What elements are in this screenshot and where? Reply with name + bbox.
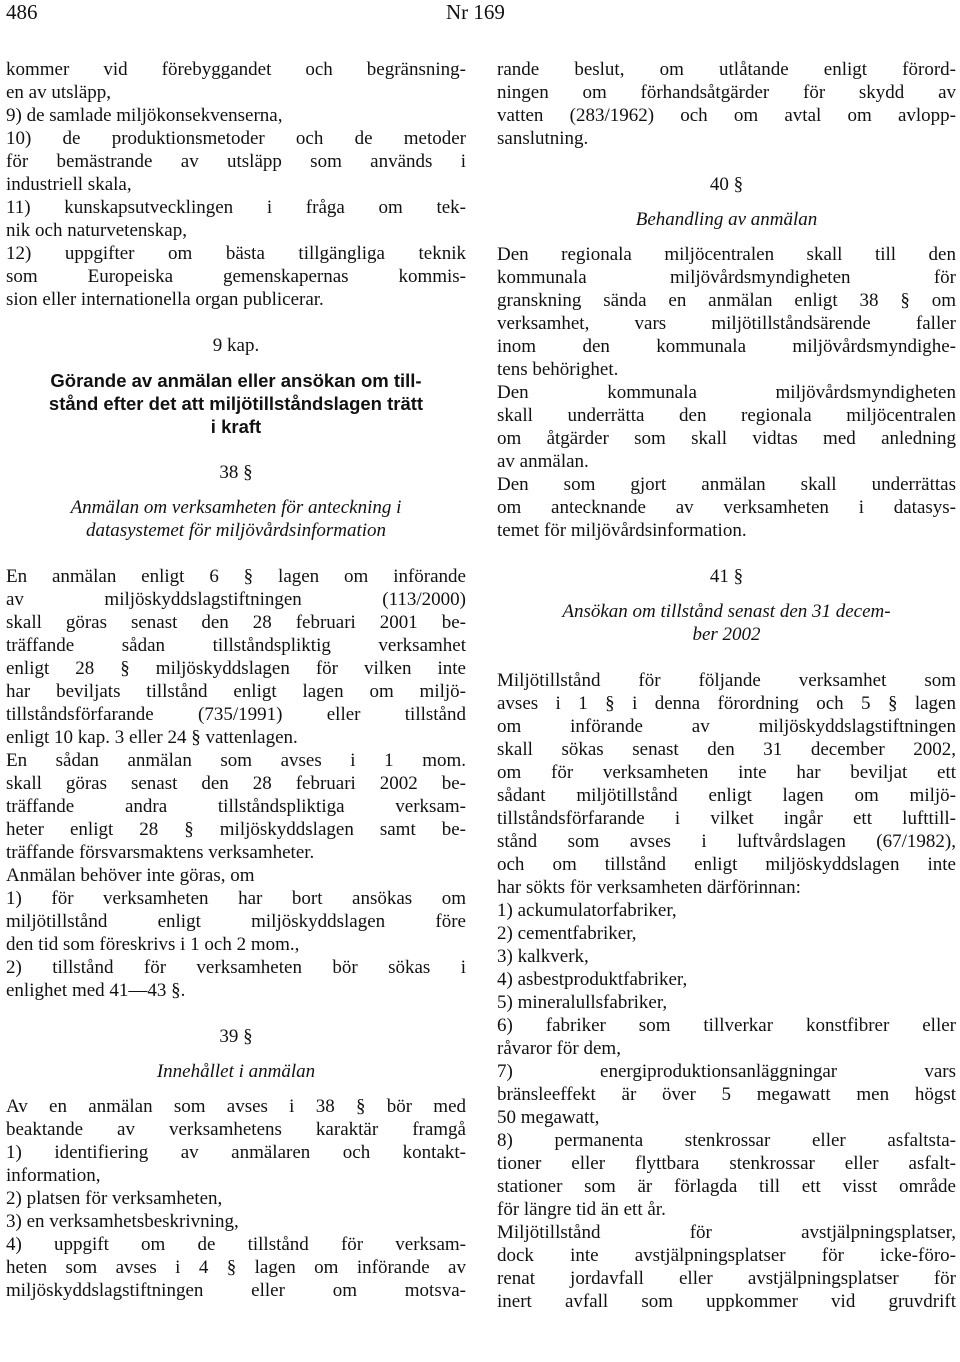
text-line: Innehållet i anmälan (156, 1061, 316, 1082)
text-line: vatten (283/1962) och om avtal om avlopp- (497, 105, 956, 126)
text-line: 12) uppgifter om bästa tillgängliga teknik (6, 243, 466, 264)
text-line: 7) energiproduktionsanläggningar vars (497, 1061, 956, 1082)
text-line: 6) fabriker som tillverkar konstfibrer eller (497, 1015, 956, 1036)
text-line: 3) kalkverk, (497, 946, 589, 967)
page-header (6, 0, 954, 30)
spacer (497, 588, 956, 600)
text-line: temet för miljövårdsinformation. (497, 520, 747, 541)
text-line: ningen om förhandsåtgärder för skydd av (497, 82, 956, 103)
text-line: inom den kommunala miljövårdsmyndighe- (497, 336, 956, 357)
text-line: 38 § (219, 462, 253, 483)
text-line: i kraft (210, 416, 262, 437)
text-line: 4) asbestproduktfabriker, (497, 969, 688, 990)
text-line: om införande av miljöskyddslagstiftningen (497, 716, 956, 737)
text-line: 41 § (709, 566, 744, 587)
text-line: stånd som avses i luftvårdslagen (67/1982), (497, 831, 956, 852)
text-line: 11) kunskapsutvecklingen i fråga om tek- (6, 197, 466, 218)
spacer (497, 646, 956, 669)
text-line: Görande av anmälan eller ansökan om till- (50, 370, 422, 391)
spacer (6, 542, 466, 565)
text-line: miljöskyddslagstiftningen eller om motsva- (6, 1280, 466, 1301)
text-line: Miljötillstånd för följande verksamhet som (497, 670, 956, 691)
text-line: och om tillstånd enligt miljöskyddslagen inte (497, 854, 956, 875)
text-line: Den regionala miljöcentralen skall till den (497, 244, 956, 265)
text-line: nik och naturvetenskap, (6, 220, 187, 241)
text-line: 1) identifiering av anmälaren och kontakt- (6, 1142, 466, 1163)
text-line: 9) de samlade miljökonsekvenserna, (6, 105, 283, 126)
spacer (6, 357, 466, 369)
text-line: En anmälan enligt 6 § lagen om införande (6, 566, 466, 587)
text-line: heter enligt 28 § miljöskyddslagen samt be- (6, 819, 466, 840)
text-line: datasystemet för miljövårdsinformation (85, 520, 387, 541)
text-line: kommunala miljövårdsmyndigheten för (497, 267, 956, 288)
text-line: för längre tid än ett år. (497, 1199, 666, 1220)
text-line: råvaror för dem, (497, 1038, 621, 1059)
text-line: 2) cementfabriker, (497, 923, 637, 944)
text-line: tens behörighet. (497, 359, 619, 380)
text-line: träffande försvarsmaktens verksamheter. (6, 842, 315, 863)
text-line: tillståndsförfarande (735/1991) eller tillstånd (6, 704, 466, 725)
text-line: 1) ackumulatorfabriker, (497, 900, 677, 921)
text-line: stationer som är förlagda till ett visst område (497, 1176, 956, 1197)
text-line: 2) platsen för verksamheten, (6, 1188, 223, 1209)
text-line: den tid som föreskrivs i 1 och 2 mom., (6, 934, 300, 955)
text-line: verksamhet, vars miljötillståndsärende faller (497, 313, 956, 334)
text-line: 40 § (709, 174, 744, 195)
text-line: dock inte avstjälpningsplatser för icke-föro- (497, 1245, 956, 1266)
text-line: har sökts för verksamheten därförinnan: (497, 877, 801, 898)
spacer (497, 542, 956, 565)
text-line: 50 megawatt, (497, 1107, 600, 1128)
text-line: 9 kap. (212, 335, 260, 356)
text-line: har beviljats tillstånd enligt lagen om miljö- (6, 681, 466, 702)
text-line: inert avfall som uppkommer vid gruvdrift (497, 1291, 956, 1312)
text-line: träffande andra tillståndspliktiga verksam- (6, 796, 466, 817)
text-line: avses i 1 § i denna förordning och 5 § lagen (497, 693, 956, 714)
text-line: Anmälan om verksamheten för anteckning i (70, 497, 402, 518)
text-line: rande beslut, om utlåtande enligt förord- (497, 59, 956, 80)
text-line: Anmälan behöver inte göras, om (6, 865, 255, 886)
text-line: skall sökas senast den 31 december 2002, (497, 739, 956, 760)
text-line: skall göras senast den 28 februari 2002 be- (6, 773, 466, 794)
text-line: träffande sådan tillståndspliktig verksamhet (6, 635, 466, 656)
text-line: ber 2002 (692, 624, 761, 645)
text-line: heten som avses i 4 § lagen om införande av (6, 1257, 466, 1278)
text-line: 3) en verksamhetsbeskrivning, (6, 1211, 239, 1232)
left-text-column (6, 58, 466, 1302)
text-line: beaktande av verksamhetens karaktär framgå (6, 1119, 466, 1140)
text-line: om åtgärder som skall vidtas med anledning (497, 428, 956, 449)
spacer (6, 484, 466, 496)
text-line: enligt 10 kap. 3 eller 24 § vattenlagen. (6, 727, 298, 748)
page-number: 486 (6, 0, 38, 24)
text-line: av anmälan. (497, 451, 589, 472)
spacer (6, 1083, 466, 1095)
text-line: 2) tillstånd för verksamheten bör sökas i (6, 957, 466, 978)
issue-number: Nr 169 (446, 0, 505, 24)
text-line: skall underrätta den regionala miljöcentralen (497, 405, 956, 426)
spacer (497, 150, 956, 173)
text-line: Den som gjort anmälan skall underrättas (497, 474, 956, 495)
text-line: enligt 28 § miljöskyddslagen för vilken inte (6, 658, 466, 679)
text-line: information, (6, 1165, 101, 1186)
text-line: om antecknande av verksamheten i datasys- (497, 497, 956, 518)
text-line: Ansökan om tillstånd senast den 31 decem- (562, 601, 891, 622)
text-line: som Europeiska gemenskapernas kommis- (6, 266, 466, 287)
text-line: industriell skala, (6, 174, 132, 195)
text-line: enlighet med 41—43 §. (6, 980, 186, 1001)
text-line: Miljötillstånd för avstjälpningsplatser, (497, 1222, 956, 1243)
text-line: av miljöskyddslagstiftningen (113/2000) (6, 589, 466, 610)
text-line: 1) för verksamheten har bort ansökas om (6, 888, 466, 909)
spacer (497, 231, 956, 243)
text-line: sådant miljötillstånd enligt lagen om miljö- (497, 785, 956, 806)
text-line: Den kommunala miljövårdsmyndigheten (497, 382, 956, 403)
spacer (6, 438, 466, 461)
text-line: renat jordavfall eller avstjälpningsplatser för (497, 1268, 956, 1289)
text-line: skall göras senast den 28 februari 2001 be- (6, 612, 466, 633)
text-line: 4) uppgift om de tillstånd för verksam- (6, 1234, 466, 1255)
text-line: 5) mineralullsfabriker, (497, 992, 668, 1013)
text-line: tioner eller flyttbara stenkrossar eller asfalt- (497, 1153, 956, 1174)
text-line: Av en anmälan som avses i 38 § bör med (6, 1096, 466, 1117)
text-line: en av utsläpp, (6, 82, 112, 103)
spacer (6, 1048, 466, 1060)
text-line: för bemästrande av utsläpp som används i (6, 151, 466, 172)
text-line: bränsleeffekt är över 5 megawatt men högst (497, 1084, 956, 1105)
text-line: En sådan anmälan som avses i 1 mom. (6, 750, 466, 771)
text-line: 10) de produktionsmetoder och de metoder (6, 128, 466, 149)
text-line: tillståndsförfarande i vilket ingår ett lufttill- (497, 808, 956, 829)
right-text-column (497, 58, 956, 1313)
text-line: 8) permanenta stenkrossar eller asfaltsta- (497, 1130, 956, 1151)
spacer (6, 311, 466, 334)
text-line: granskning sända en anmälan enligt 38 § om (497, 290, 956, 311)
text-line: miljötillstånd enligt miljöskyddslagen före (6, 911, 466, 932)
text-line: stånd efter det att miljötillståndslagen trätt (48, 393, 424, 414)
text-line: kommer vid förebyggandet och begränsning- (6, 59, 466, 80)
spacer (6, 1002, 466, 1025)
text-line: sanslutning. (497, 128, 589, 149)
text-line: 39 § (219, 1026, 253, 1047)
text-line: Behandling av anmälan (635, 209, 818, 230)
spacer (497, 196, 956, 208)
text-line: sion eller internationella organ publicerar. (6, 289, 324, 310)
text-line: om för verksamheten inte har beviljat ett (497, 762, 956, 783)
